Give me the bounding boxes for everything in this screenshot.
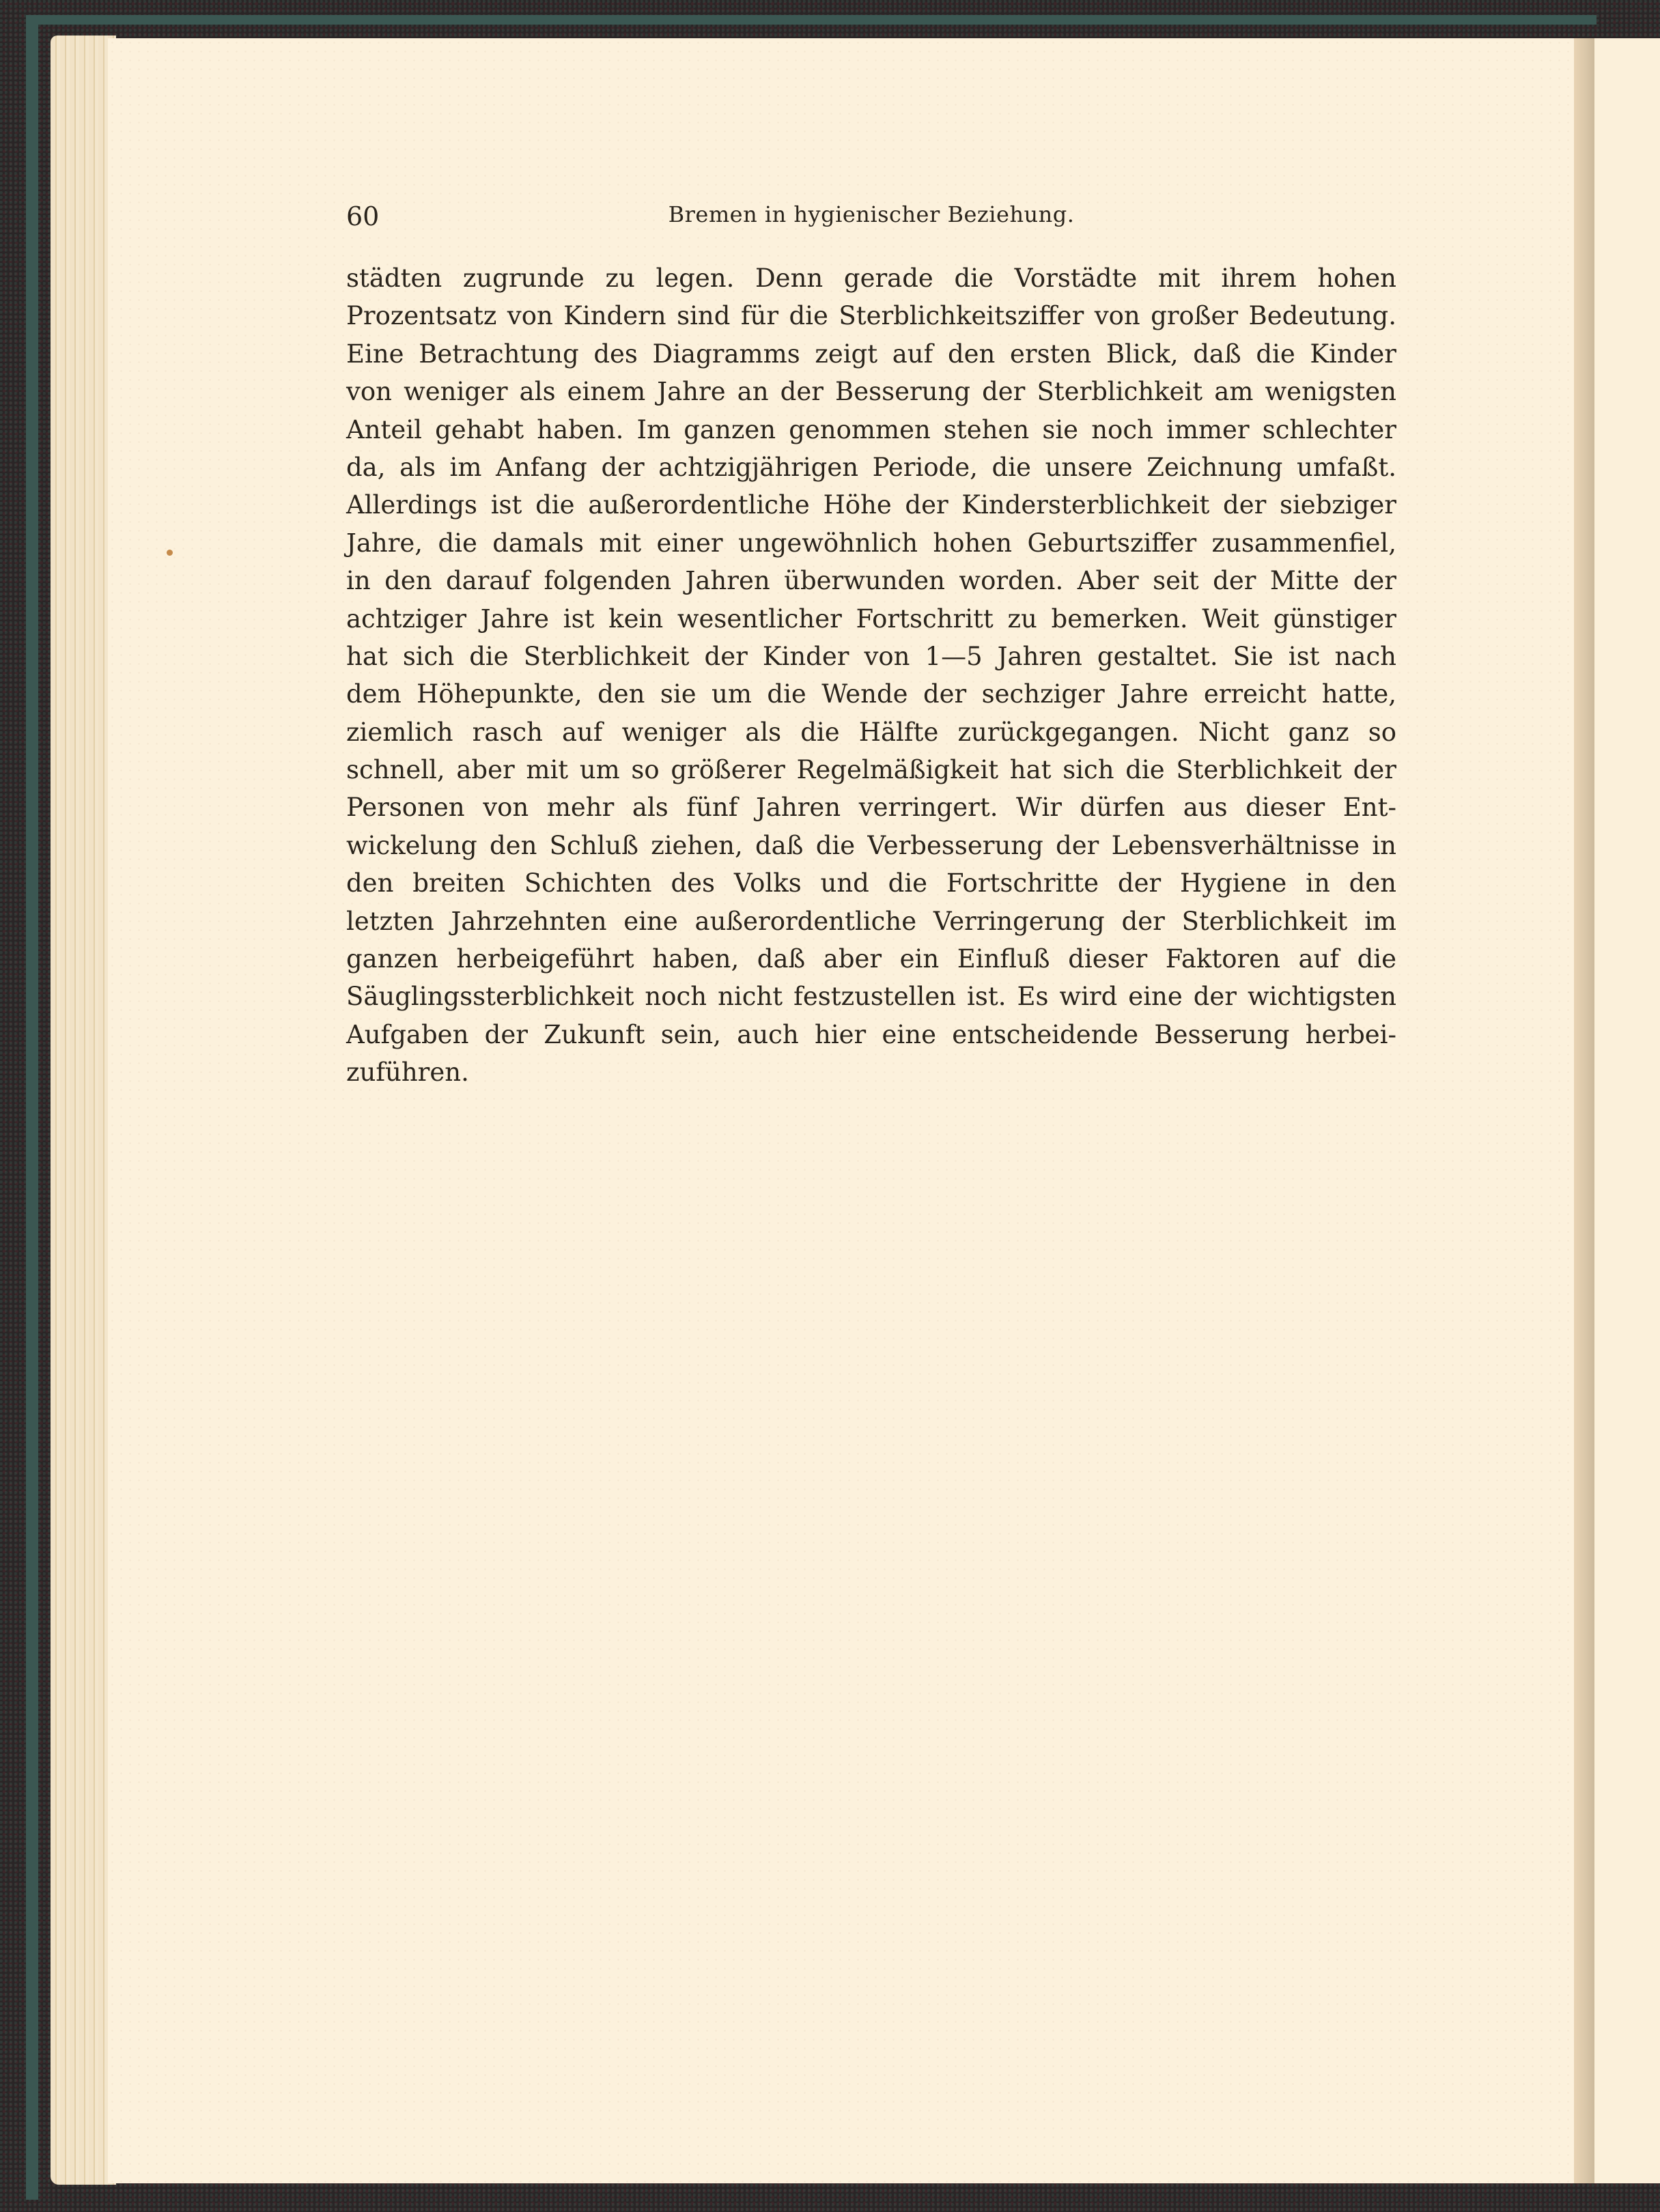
text-line: zuführen. <box>346 1058 469 1088</box>
text-line: dem Höhepunkte, den sie um die Wende der sechziger Jahre erreicht hatte, <box>346 679 1396 709</box>
text-line: ziemlich rasch auf weniger als die Hälfte zurückgegangen. Nicht ganz so <box>346 717 1396 747</box>
text-line: wickelung den Schluß ziehen, daß die Verbesserung der Lebensverhältnisse in <box>346 830 1396 860</box>
book-gutter <box>1574 38 1594 2183</box>
body-paragraph <box>346 259 1396 1092</box>
text-line: von weniger als einem Jahre an der Besserung der Sterblichkeit am wenigsten <box>346 377 1396 407</box>
text-line: hat sich die Sterblichkeit der Kinder von 1—5 Jahren gestaltet. Sie ist nach <box>346 641 1396 671</box>
facing-page-edge <box>1594 38 1660 2183</box>
text-line: Aufgaben der Zukunft sein, auch hier eine entscheidende Besserung herbei- <box>346 1019 1396 1049</box>
text-line: städten zugrunde zu legen. Denn gerade die Vorstädte mit ihrem hohen <box>346 264 1396 293</box>
running-head <box>346 201 1396 231</box>
text-line: den breiten Schichten des Volks und die Fortschritte der Hygiene in den <box>346 868 1396 898</box>
text-line: Personen von mehr als fünf Jahren verringert. Wir dürfen aus dieser Ent- <box>346 793 1396 823</box>
running-title: Bremen in hygienischer Beziehung. <box>668 201 1075 227</box>
text-line: Säuglingssterblichkeit noch nicht festzustellen ist. Es wird eine der wichtigsten <box>346 982 1396 1012</box>
text-line: Anteil gehabt haben. Im ganzen genommen stehen sie noch immer schlechter <box>346 414 1396 444</box>
page-number: 60 <box>346 201 380 231</box>
text-line: achtziger Jahre ist kein wesentlicher Fortschritt zu bemerken. Weit günstiger <box>346 604 1396 634</box>
text-line: da, als im Anfang der achtzigjährigen Periode, die unsere Zeichnung umfaßt. <box>346 452 1396 482</box>
text-line: Eine Betrachtung des Diagramms zeigt auf den ersten Blick, daß die Kinder <box>346 339 1396 369</box>
page-stack-edges <box>51 36 116 2185</box>
text-line: Prozentsatz von Kindern sind für die Sterblichkeitsziffer von großer Bedeutung. <box>346 301 1396 331</box>
text-line: in den darauf folgenden Jahren überwunden worden. Aber seit der Mitte der <box>346 566 1396 596</box>
foxing-spot <box>167 550 173 556</box>
text-line: Allerdings ist die außerordentliche Höhe der Kindersterblichkeit der siebziger <box>346 490 1396 520</box>
text-line: Jahre, die damals mit einer ungewöhnlich hohen Geburtsziffer zusammenfiel, <box>346 528 1396 558</box>
text-line: letzten Jahrzehnten eine außerordentliche Verringerung der Sterblichkeit im <box>346 906 1396 936</box>
text-line: schnell, aber mit um so größerer Regelmäßigkeit hat sich die Sterblichkeit der <box>346 755 1396 785</box>
text-line: ganzen herbeigeführt haben, daß aber ein Einfluß dieser Faktoren auf die <box>346 944 1396 974</box>
